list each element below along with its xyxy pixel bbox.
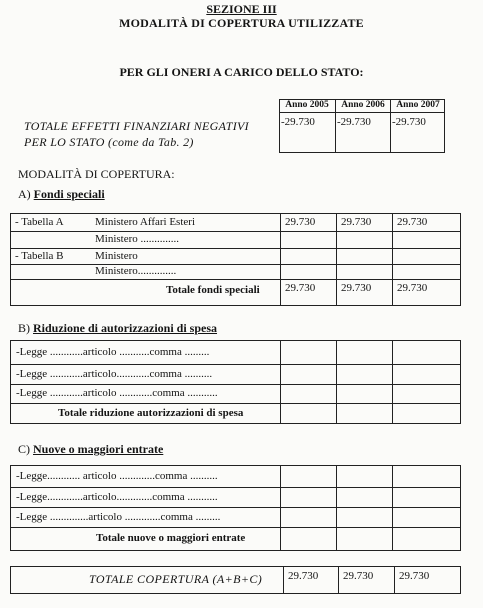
section-c-title: Nuove o maggiori entrate [33, 442, 164, 456]
totale-copertura-label: TOTALE COPERTURA (A+B+C) [89, 572, 263, 586]
section-a-title: Fondi speciali [33, 187, 105, 201]
year-header-2006: Anno 2006 [341, 100, 385, 110]
section-b-total-label: Totale riduzione autorizzazioni di spesa [58, 407, 244, 419]
table-a-row1-ministry: Ministero Affari Esteri [95, 216, 195, 228]
table-a-row1-value-2007: 29.730 [397, 216, 428, 228]
page-title: MODALITÀ DI COPERTURA UTILIZZATE [119, 16, 364, 30]
page-subtitle: PER GLI ONERI A CARICO DELLO STATO: [119, 65, 364, 79]
section-a-total-2007: 29.730 [397, 282, 428, 294]
section-b-row1: -Legge ............articolo ...........comma ......... [16, 346, 210, 358]
section-a-heading [18, 187, 105, 202]
table-b-row2-ministry: Ministero.............. [95, 265, 177, 277]
section-b-heading [18, 321, 217, 336]
totale-copertura-2006: 29.730 [343, 570, 374, 582]
effects-label-line2: PER LO STATO (come da Tab. 2) [24, 135, 194, 149]
section-a-total-2005: 29.730 [285, 282, 316, 294]
section-c-row2: -Legge.............articolo.............comma ........... [16, 491, 218, 503]
section-c-row3: -Legge ..............articolo .............comma ......... [16, 511, 221, 523]
table-a-row2-ministry: Ministero .............. [95, 233, 180, 245]
effects-label-line1: TOTALE EFFETTI FINANZIARI NEGATIVI [24, 119, 249, 133]
year-header-2005: Anno 2005 [285, 100, 329, 110]
table-a-row1-value-2005: 29.730 [285, 216, 316, 228]
section-c-prefix: C) [18, 442, 33, 456]
totale-copertura-2007: 29.730 [399, 570, 430, 582]
section-c-row1: -Legge............ articolo .............comma .......... [16, 470, 218, 482]
totale-copertura-2005: 29.730 [288, 570, 319, 582]
section-number: SEZIONE III [206, 2, 277, 16]
effects-value-2007: -29.730 [392, 116, 426, 128]
table-a-row1-value-2006: 29.730 [341, 216, 372, 228]
table-b-row1-ministry: Ministero [95, 250, 138, 262]
section-a-total-2006: 29.730 [341, 282, 372, 294]
section-a-prefix: A) [18, 187, 34, 201]
section-b-row3: -Legge ............articolo ............comma ........... [16, 387, 218, 399]
section-b-prefix: B) [18, 321, 33, 335]
table-a-row1-label: - Tabella A [15, 216, 64, 228]
section-c-heading [18, 442, 163, 457]
section-c-total-label: Totale nuove o maggiori entrate [96, 532, 246, 544]
effects-value-2005: -29.730 [281, 116, 315, 128]
year-header-2007: Anno 2007 [396, 100, 440, 110]
section-b-title: Riduzione di autorizzazioni di spesa [33, 321, 218, 335]
section-a-total-label: Totale fondi speciali [166, 284, 260, 296]
effects-value-2006: -29.730 [337, 116, 371, 128]
modalita-heading: MODALITÀ DI COPERTURA: [18, 167, 175, 181]
table-b-row-label: - Tabella B [15, 250, 64, 262]
section-b-row2: -Legge ............articolo............comma .......... [16, 368, 213, 380]
